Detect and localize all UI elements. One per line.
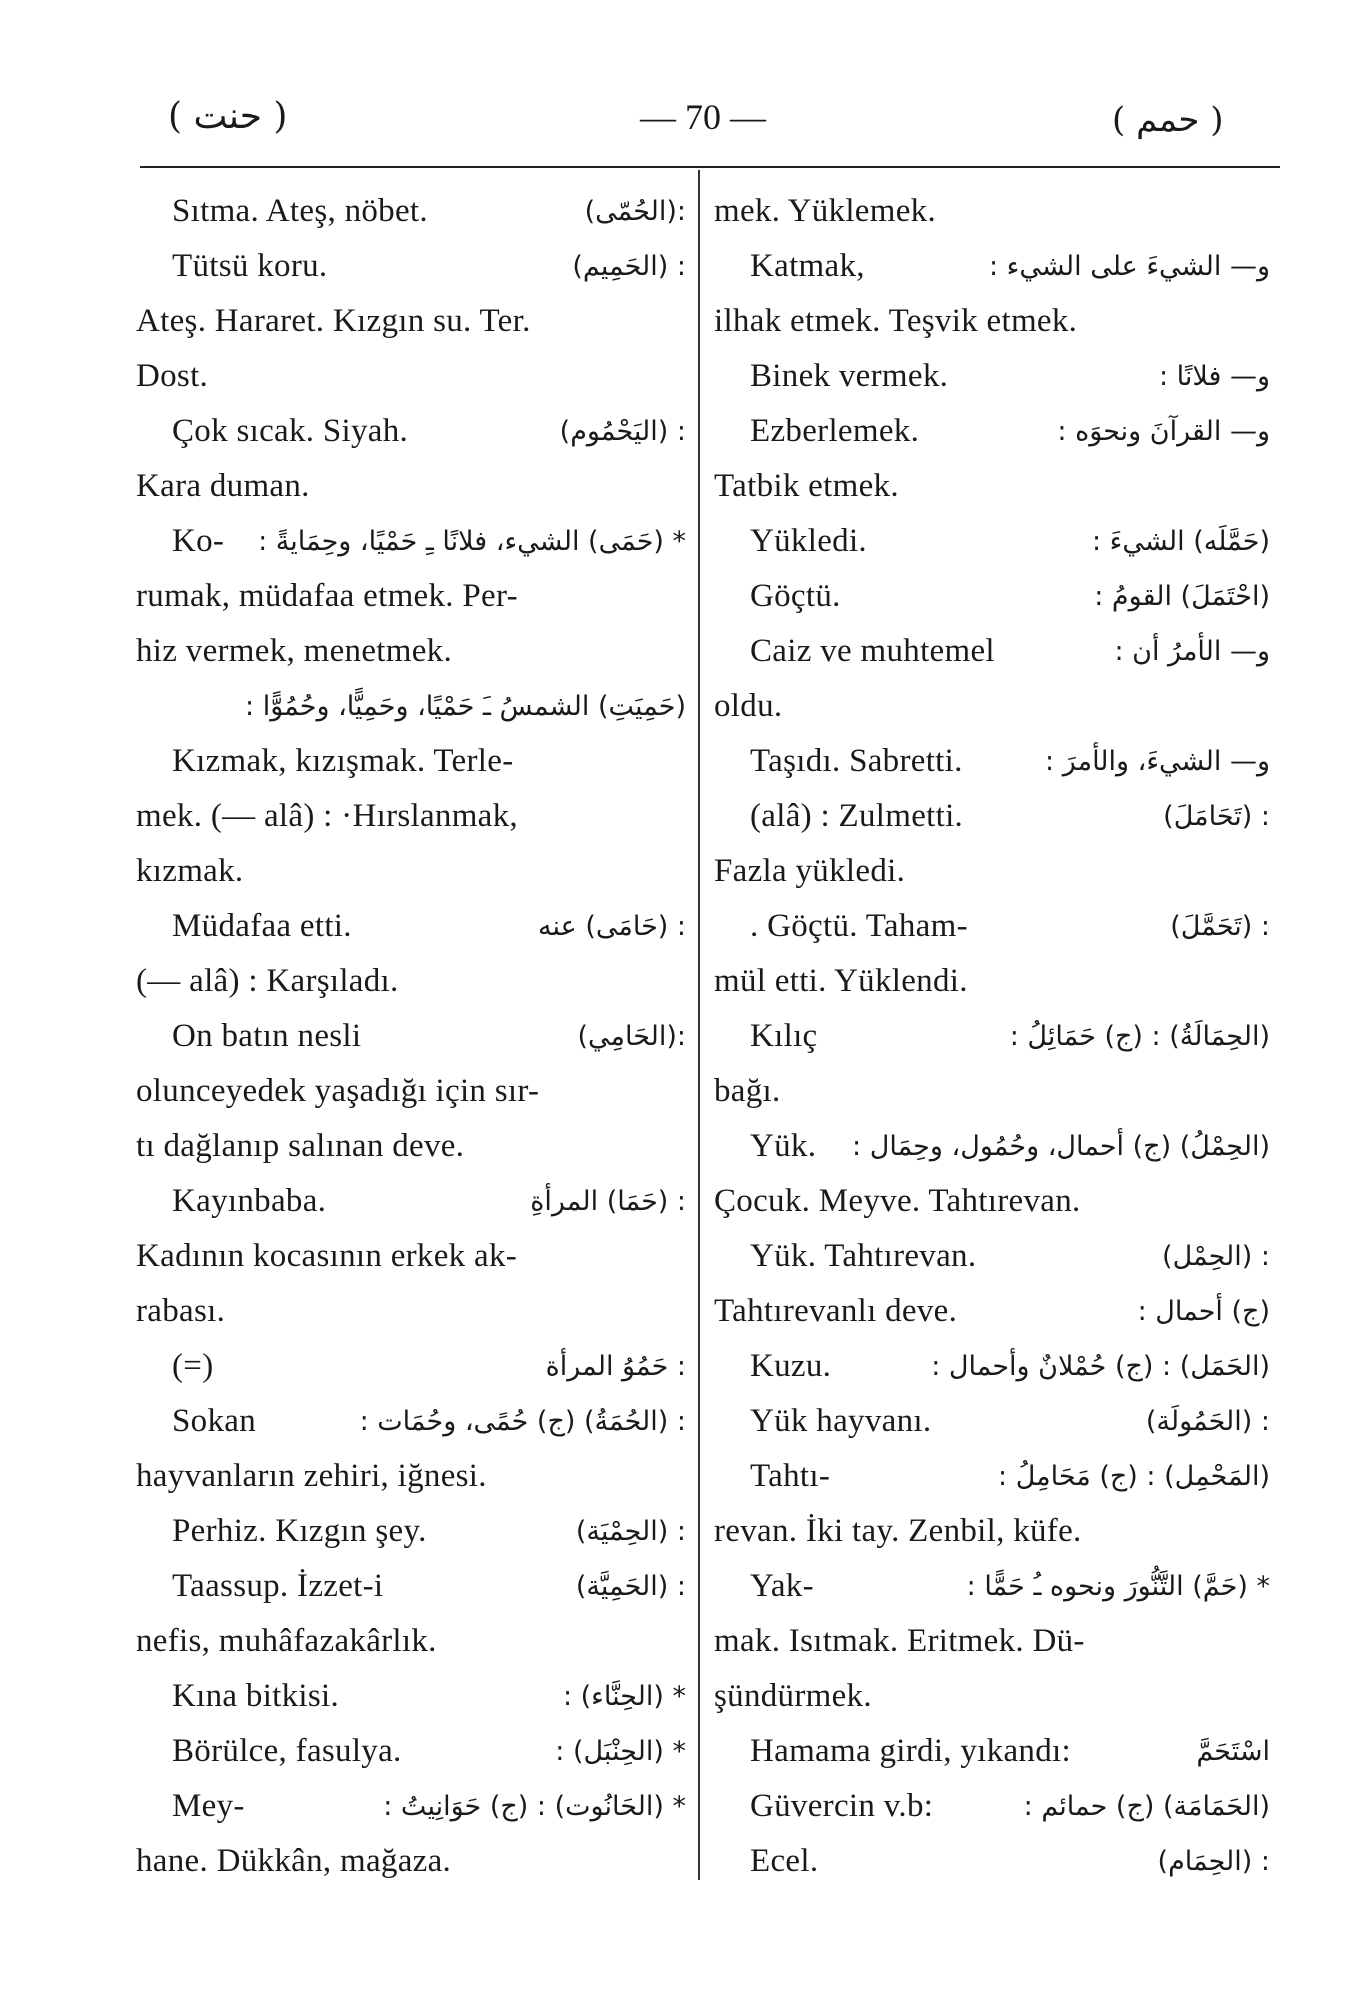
entry-line bbox=[714, 844, 1270, 899]
header-divider bbox=[140, 166, 1280, 168]
entry-line bbox=[136, 1394, 686, 1449]
entry-line bbox=[714, 569, 1270, 624]
entry-line bbox=[136, 349, 686, 404]
entry-line bbox=[714, 954, 1270, 1009]
turkish-text: Yük. Tahtırevan. bbox=[750, 1238, 977, 1274]
turkish-text: Tütsü koru. bbox=[172, 248, 328, 284]
turkish-text: mek. (— alâ) : ·Hırslanmak, bbox=[136, 798, 518, 834]
turkish-text: ilhak etmek. Teşvik etmek. bbox=[714, 303, 1078, 339]
turkish-text: Müdafaa etti. bbox=[172, 908, 352, 944]
arabic-headword: (الحَمَل) : (ج) حُمْلانٌ وأحمال : bbox=[931, 1351, 1270, 1382]
turkish-text: Katmak, bbox=[750, 248, 865, 284]
arabic-headword: : (الحَمِيم) bbox=[572, 251, 686, 282]
entry-line bbox=[714, 679, 1270, 734]
turkish-text: Kara duman. bbox=[136, 468, 310, 504]
arabic-headword: : (الحِمَام) bbox=[1157, 1846, 1270, 1877]
turkish-text: Tahtı- bbox=[750, 1458, 831, 1494]
arabic-headword: (احْتَمَلَ) القومُ : bbox=[1094, 581, 1270, 612]
arabic-headword: اسْتَحَمَّ bbox=[1196, 1736, 1270, 1767]
turkish-text: Taassup. İzzet-i bbox=[172, 1568, 384, 1604]
arabic-headword: :(الحُمّى) bbox=[584, 196, 686, 227]
turkish-text: Mey- bbox=[172, 1788, 245, 1824]
arabic-headword: : (اليَحْمُوم) bbox=[559, 416, 686, 447]
entry-line bbox=[136, 1724, 686, 1779]
turkish-text: Tatbik etmek. bbox=[714, 468, 899, 504]
arabic-headword: : (حَمَا) المرأةِ bbox=[530, 1186, 686, 1217]
turkish-text: Yak- bbox=[750, 1568, 814, 1604]
turkish-text: Ecel. bbox=[750, 1843, 819, 1879]
turkish-text: Yük hayvanı. bbox=[750, 1403, 932, 1439]
turkish-text: hiz vermek, menetmek. bbox=[136, 633, 453, 669]
arabic-headword: و— الشيءَ على الشيء : bbox=[988, 251, 1270, 282]
turkish-text: Kılıç bbox=[750, 1018, 818, 1054]
header-right-keyword: ( حمم ) bbox=[1112, 100, 1224, 140]
entry-line bbox=[136, 734, 686, 789]
turkish-text: . Göçtü. Taham- bbox=[750, 908, 968, 944]
turkish-text: Kuzu. bbox=[750, 1348, 832, 1384]
left-column bbox=[136, 184, 686, 1889]
turkish-text: Ko- bbox=[172, 523, 225, 559]
right-column bbox=[714, 184, 1270, 1889]
turkish-text: Ezberlemek. bbox=[750, 413, 920, 449]
entry-line bbox=[136, 899, 686, 954]
arabic-headword: : (الحَمُولَة) bbox=[1145, 1406, 1270, 1437]
arabic-headword: و— فلانًا : bbox=[1158, 361, 1270, 392]
entry-line bbox=[136, 1009, 686, 1064]
column-divider bbox=[698, 170, 700, 1880]
arabic-headword: : (حَامَى) عنه bbox=[538, 911, 686, 942]
arabic-headword: (حَمِيَتِ) الشمسُ ـَ حَمْيًا، وحَمِيًّا، وحُمُوًّا : bbox=[245, 691, 686, 722]
entry-line bbox=[714, 789, 1270, 844]
entry-line bbox=[136, 1779, 686, 1834]
turkish-text: rabası. bbox=[136, 1293, 226, 1329]
entry-line bbox=[136, 1834, 686, 1889]
turkish-text: mak. Isıtmak. Eritmek. Dü- bbox=[714, 1623, 1085, 1659]
entry-line bbox=[714, 1669, 1270, 1724]
arabic-headword: : (الحِمْل) bbox=[1162, 1241, 1270, 1272]
arabic-headword: (الحِمْلُ) (ج) أحمال، وحُمُول، وحِمَال : bbox=[852, 1131, 1270, 1162]
turkish-text: Caiz ve muhtemel bbox=[750, 633, 995, 669]
turkish-text: Kızmak, kızışmak. Terle- bbox=[172, 743, 514, 779]
entry-line bbox=[136, 1504, 686, 1559]
arabic-headword: : (الحَمِيَّة) bbox=[575, 1571, 686, 1602]
turkish-text: Yükledi. bbox=[750, 523, 867, 559]
turkish-text: nefis, muhâfazakârlık. bbox=[136, 1623, 437, 1659]
entry-line bbox=[136, 569, 686, 624]
entry-line bbox=[714, 1229, 1270, 1284]
page-header bbox=[0, 96, 1357, 156]
entry-line bbox=[136, 1174, 686, 1229]
entry-line bbox=[136, 679, 686, 734]
arabic-headword: : (تَحَامَلَ) bbox=[1163, 801, 1270, 832]
entry-line bbox=[714, 1559, 1270, 1614]
turkish-text: On batın nesli bbox=[172, 1018, 362, 1054]
turkish-text: (alâ) : Zulmetti. bbox=[750, 798, 964, 834]
turkish-text: Çocuk. Meyve. Tahtırevan. bbox=[714, 1183, 1081, 1219]
turkish-text: (— alâ) : Karşıladı. bbox=[136, 963, 399, 999]
turkish-text: Kayınbaba. bbox=[172, 1183, 327, 1219]
turkish-text: oldu. bbox=[714, 688, 783, 724]
header-left-keyword: ( حنت ) bbox=[168, 96, 288, 137]
entry-line bbox=[714, 184, 1270, 239]
turkish-text: Çok sıcak. Siyah. bbox=[172, 413, 409, 449]
arabic-headword: : حَمُوُ المرأة bbox=[545, 1351, 686, 1382]
entry-line bbox=[136, 1119, 686, 1174]
entry-line bbox=[136, 1559, 686, 1614]
entry-line bbox=[136, 789, 686, 844]
entry-line bbox=[714, 1284, 1270, 1339]
entry-line bbox=[136, 1449, 686, 1504]
entry-line bbox=[714, 514, 1270, 569]
entry-line bbox=[136, 1614, 686, 1669]
turkish-text: Ateş. Hararet. Kızgın su. Ter. bbox=[136, 303, 531, 339]
entry-line bbox=[714, 1449, 1270, 1504]
turkish-text: Kadının kocasının erkek ak- bbox=[136, 1238, 518, 1274]
entry-line bbox=[136, 514, 686, 569]
turkish-text: hayvanların zehiri, iğnesi. bbox=[136, 1458, 487, 1494]
entry-line bbox=[714, 1504, 1270, 1559]
turkish-text: kızmak. bbox=[136, 853, 244, 889]
turkish-text: Sokan bbox=[172, 1403, 256, 1439]
turkish-text: bağı. bbox=[714, 1073, 781, 1109]
entry-line bbox=[714, 1394, 1270, 1449]
entry-line bbox=[714, 1779, 1270, 1834]
entry-line bbox=[714, 1009, 1270, 1064]
turkish-text: (=) bbox=[172, 1348, 214, 1384]
arabic-headword: و— الأمرُ أن : bbox=[1114, 636, 1270, 667]
arabic-headword: * (حَمَّ) التَّنُّورَ ونحوه ـُ حَمًّا : bbox=[966, 1571, 1270, 1602]
entry-line bbox=[714, 734, 1270, 789]
turkish-text: Yük. bbox=[750, 1128, 817, 1164]
turkish-text: Perhiz. Kızgın şey. bbox=[172, 1513, 427, 1549]
turkish-text: tı dağlanıp salınan deve. bbox=[136, 1128, 465, 1164]
turkish-text: Fazla yükledi. bbox=[714, 853, 906, 889]
entry-line bbox=[136, 1339, 686, 1394]
entry-line bbox=[136, 239, 686, 294]
entry-line bbox=[136, 1284, 686, 1339]
entry-line bbox=[136, 1669, 686, 1724]
turkish-text: Börülce, fasulya. bbox=[172, 1733, 402, 1769]
arabic-headword: (المَحْمِل) : (ج) مَحَامِلُ : bbox=[998, 1461, 1270, 1492]
arabic-headword: : (تَحَمَّلَ) bbox=[1170, 911, 1270, 942]
turkish-text: mek. Yüklemek. bbox=[714, 193, 937, 229]
arabic-headword: (ج) أحمال : bbox=[1137, 1296, 1270, 1327]
turkish-text: revan. İki tay. Zenbil, küfe. bbox=[714, 1513, 1082, 1549]
entry-line bbox=[136, 459, 686, 514]
arabic-headword: :(الحَامِي) bbox=[577, 1021, 686, 1052]
entry-line bbox=[714, 899, 1270, 954]
turkish-text: mül etti. Yüklendi. bbox=[714, 963, 968, 999]
arabic-headword: (الحَمَامَة) (ج) حمائم : bbox=[1023, 1791, 1270, 1822]
page-number: — 70 — bbox=[640, 97, 766, 137]
arabic-headword: : (الحِمْيَة) bbox=[575, 1516, 686, 1547]
turkish-text: Dost. bbox=[136, 358, 209, 394]
entry-line bbox=[714, 239, 1270, 294]
turkish-text: Sıtma. Ateş, nöbet. bbox=[172, 193, 428, 229]
arabic-headword: و— القرآنَ ونحوَه : bbox=[1057, 416, 1270, 447]
entry-line bbox=[136, 1229, 686, 1284]
entry-line bbox=[136, 184, 686, 239]
entry-line bbox=[714, 1724, 1270, 1779]
entry-line bbox=[714, 1174, 1270, 1229]
entry-line bbox=[714, 404, 1270, 459]
entry-line bbox=[136, 954, 686, 1009]
entry-line bbox=[714, 1119, 1270, 1174]
entry-line bbox=[136, 1064, 686, 1119]
turkish-text: Tahtırevanlı deve. bbox=[714, 1293, 958, 1329]
turkish-text: Göçtü. bbox=[750, 578, 841, 614]
turkish-text: hane. Dükkân, mağaza. bbox=[136, 1843, 452, 1879]
turkish-text: Hamama girdi, yıkandı: bbox=[750, 1733, 1071, 1769]
arabic-headword: * (الحَانُوت) : (ج) حَوَانِيتُ : bbox=[383, 1791, 686, 1822]
arabic-headword: * (الحِنْبَل) : bbox=[555, 1736, 686, 1767]
arabic-headword: و— الشيءَ، والأمرَ : bbox=[1045, 746, 1270, 777]
turkish-text: olunceyedek yaşadığı için sır- bbox=[136, 1073, 540, 1109]
turkish-text: Kına bitkisi. bbox=[172, 1678, 340, 1714]
turkish-text: Güvercin v.b: bbox=[750, 1788, 934, 1824]
entry-line bbox=[714, 1064, 1270, 1119]
entry-line bbox=[714, 1339, 1270, 1394]
entry-line bbox=[714, 349, 1270, 404]
entry-line bbox=[714, 624, 1270, 679]
turkish-text: Binek vermek. bbox=[750, 358, 949, 394]
entry-line bbox=[136, 294, 686, 349]
entry-line bbox=[714, 1834, 1270, 1889]
turkish-text: Taşıdı. Sabretti. bbox=[750, 743, 963, 779]
arabic-headword: (حَمَّلَه) الشيءَ : bbox=[1091, 526, 1270, 557]
arabic-headword: (الحِمَالَةُ) : (ج) حَمَائِلُ : bbox=[1009, 1021, 1270, 1052]
turkish-text: şündürmek. bbox=[714, 1678, 872, 1714]
entry-line bbox=[136, 404, 686, 459]
entry-line bbox=[714, 459, 1270, 514]
entry-line bbox=[714, 1614, 1270, 1669]
arabic-headword: * (حَمَى) الشيء، فلانًا ـِ حَمْيًا، وحِمَايةً : bbox=[258, 526, 686, 557]
entry-line bbox=[136, 844, 686, 899]
entry-line bbox=[714, 294, 1270, 349]
entry-line bbox=[136, 624, 686, 679]
turkish-text: rumak, müdafaa etmek. Per- bbox=[136, 578, 518, 614]
arabic-headword: : (الحُمَةُ) (ج) حُمًى، وحُمَات : bbox=[359, 1406, 686, 1437]
arabic-headword: * (الحِنَّاء) : bbox=[562, 1681, 686, 1712]
